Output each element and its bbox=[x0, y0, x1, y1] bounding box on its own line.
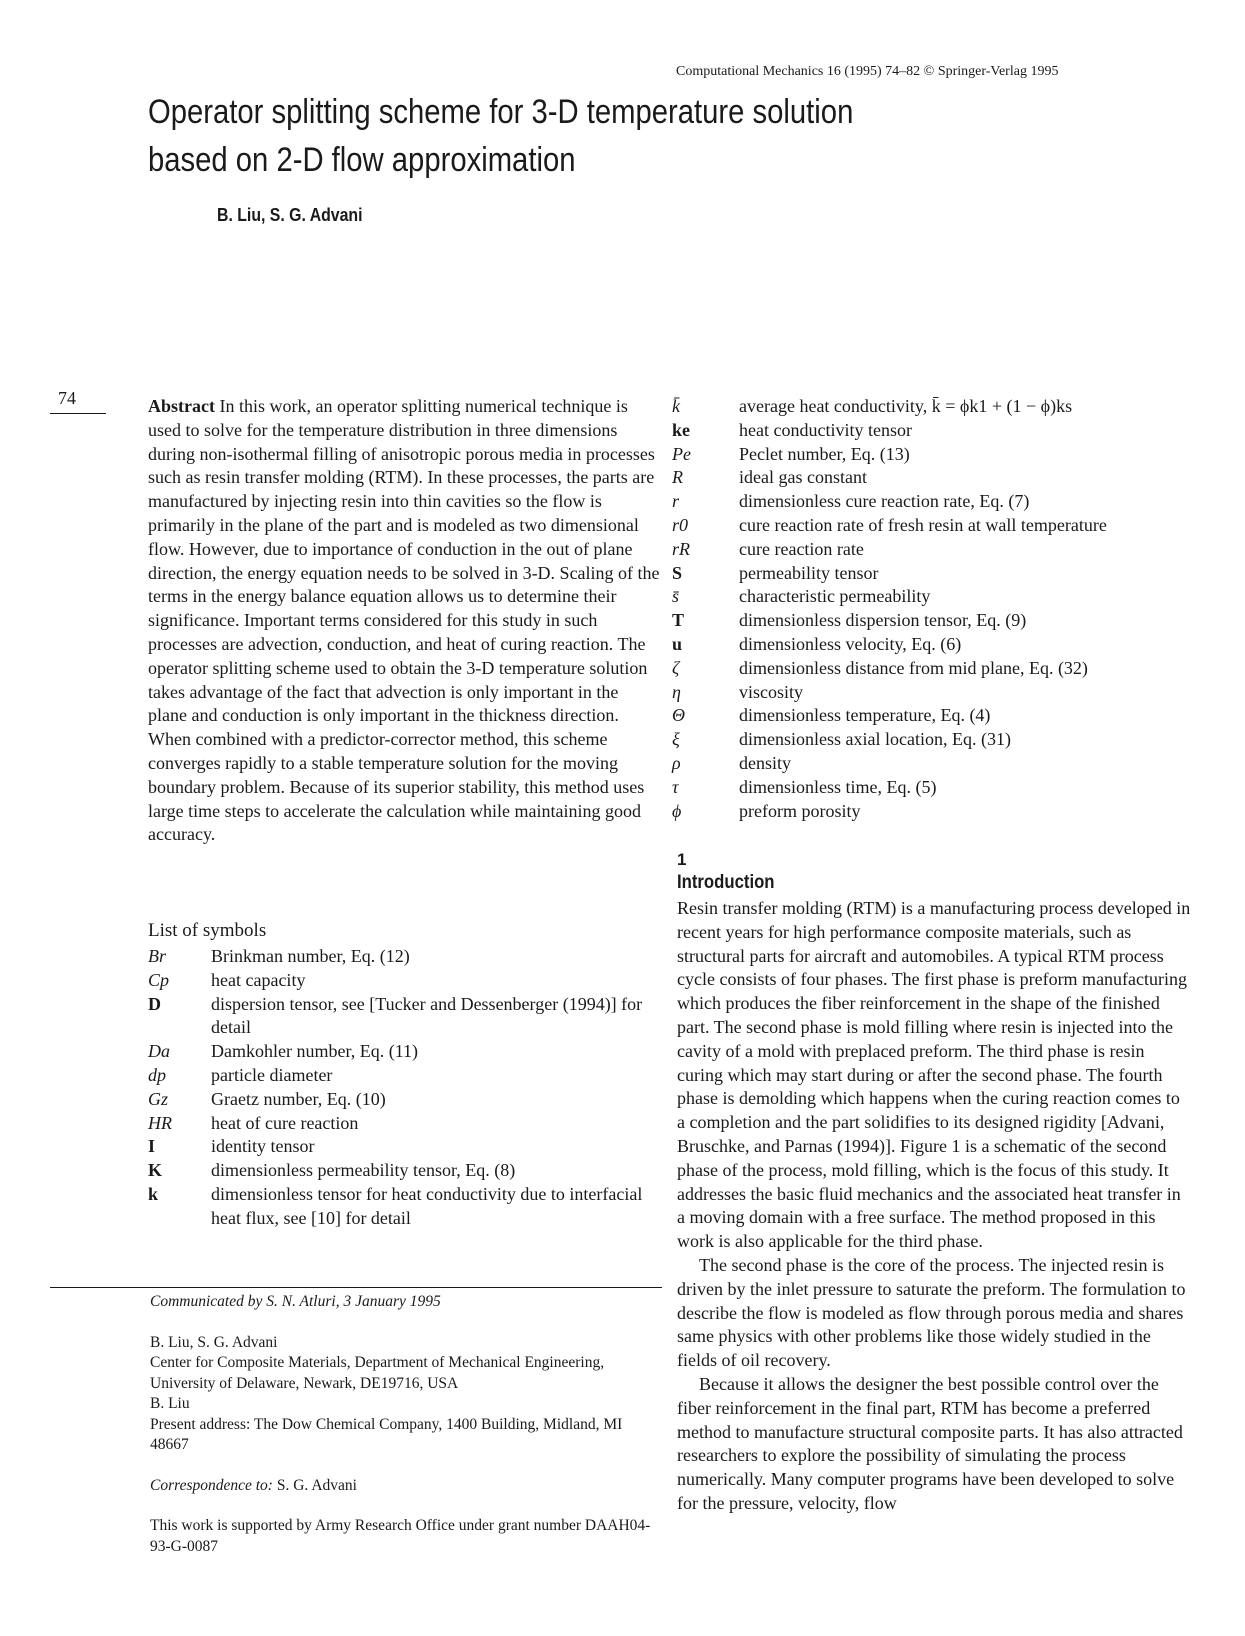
section-number: 1 bbox=[677, 850, 687, 869]
symbol-description: heat conductivity tensor bbox=[739, 419, 912, 440]
symbol-description: cure reaction rate of fresh resin at wall temperature bbox=[739, 514, 1107, 535]
symbol-row bbox=[672, 633, 1192, 657]
symbol-description: Peclet number, Eq. (13) bbox=[739, 443, 910, 464]
symbol-row bbox=[672, 657, 1192, 681]
symbol-row bbox=[672, 776, 1192, 800]
correspondence-name: S. G. Advani bbox=[276, 1476, 357, 1494]
symbol: k bbox=[148, 1183, 159, 1204]
symbol-description: Damkohler number, Eq. (11) bbox=[211, 1041, 419, 1062]
symbol-row bbox=[148, 1064, 658, 1088]
symbol-description: characteristic permeability bbox=[739, 586, 931, 607]
paragraph: The second phase is the core of the process. The injected resin is driven by the inlet pressure to saturate the preform. The formulation to describe the flow is modeled as flow through porous media and shares same physics with other problems like those widely studied in the fields of oil recovery. bbox=[677, 1254, 1186, 1371]
introduction-body bbox=[677, 897, 1192, 1516]
symbol-row bbox=[148, 1159, 658, 1183]
symbol-description: ideal gas constant bbox=[739, 467, 867, 488]
symbol-description: viscosity bbox=[739, 681, 804, 702]
symbol-row bbox=[672, 514, 1192, 538]
symbols-heading: List of symbols bbox=[148, 920, 267, 941]
symbol: Θ bbox=[672, 705, 685, 726]
affiliation-names: B. Liu, S. G. Advani bbox=[150, 1333, 278, 1351]
abstract-label: Abstract bbox=[148, 396, 215, 416]
present-address: Present address: The Dow Chemical Company, 1400 Building, Midland, MI 48667 bbox=[150, 1415, 623, 1453]
footnote-rule bbox=[50, 1287, 662, 1288]
support-note: This work is supported by Army Research Office under grant number DAAH04-93-G-0087 bbox=[150, 1517, 651, 1555]
symbol-row bbox=[148, 1112, 658, 1136]
symbol-description: dimensionless velocity, Eq. (6) bbox=[739, 633, 962, 654]
symbol-description: cure reaction rate bbox=[739, 538, 864, 559]
symbol: Da bbox=[148, 1041, 170, 1062]
journal-header: Computational Mechanics 16 (1995) 74–82 © Springer-Verlag 1995 bbox=[676, 64, 1059, 79]
symbol: dp bbox=[148, 1064, 166, 1085]
symbol: rR bbox=[672, 538, 690, 559]
symbol-row bbox=[672, 419, 1192, 443]
symbol-description: dimensionless distance from mid plane, Eq. (32) bbox=[739, 657, 1088, 678]
symbol-row bbox=[148, 1183, 658, 1231]
symbol-row bbox=[672, 443, 1192, 467]
paragraph: Resin transfer molding (RTM) is a manufacturing process developed in recent years for high performance composite materials, such as structural parts for aircraft and automobiles. A typical RTM process cycle consists of four phases. The first phase is preform manufacturing which produces the fiber reinforcement in the shape of the finished part. The second phase is mold filling where resin is injected into the cavity of a mold with preplaced preform. The third phase is resin curing which may start during or after the second phase. The fourth phase is demolding which happens when the curing reaction comes to a completion and the part solidifies to its designed rigidity [Advani, Bruschke, and Parnas (1994)]. Figure 1 is a schematic of the second phase of the process, mold filling, which is the focus of this study. It addresses the basic fluid mechanics and the associated heat transfer in a moving domain with a free surface. The method proposed in this work is also applicable for the third phase. bbox=[677, 898, 1191, 1252]
abstract-text: In this work, an operator splitting numerical technique is used to solve for the temperature distribution in three dimensions during non-isothermal filling of anisotropic porous media in processes such as resin transfer molding (RTM). In these processes, the parts are manufactured by injecting resin into thin cavities so the flow is primarily in the plane of the part and is modeled as two dimensional flow. However, due to importance of conduction in the out of plane direction, the energy equation needs to be solved in 3-D. Scaling of the terms in the energy balance equation allows us to determine their significance. Important terms considered for this study in such processes are advection, conduction, and heat of curing reaction. The operator splitting scheme used to obtain the 3-D temperature solution takes advantage of the fact that advection is only important in the plane and conduction is only important in the thickness direction. When combined with a predictor-corrector method, this scheme converges rapidly to a stable temperature solution for the moving boundary problem. Because of its superior stability, this method uses large time steps to accelerate the calculation while maintaining good accuracy. bbox=[148, 396, 660, 845]
authors: B. Liu, S. G. Advani bbox=[217, 205, 363, 225]
symbol: k̄ bbox=[672, 396, 680, 416]
affiliation-liu: B. Liu bbox=[150, 1395, 190, 1412]
symbol-description: dimensionless permeability tensor, Eq. (8) bbox=[211, 1160, 516, 1181]
footnote bbox=[150, 1292, 660, 1557]
symbol-description: Graetz number, Eq. (10) bbox=[211, 1088, 386, 1109]
communicated-note: Communicated by S. N. Atluri, 3 January 1995 bbox=[150, 1293, 441, 1310]
symbol-row bbox=[148, 993, 658, 1041]
symbol-description: average heat conductivity, k̄ = ϕk1 + (1 − ϕ)ks bbox=[739, 396, 1073, 416]
symbol: ξ bbox=[672, 729, 680, 750]
symbol-description: particle diameter bbox=[211, 1064, 333, 1085]
abstract bbox=[148, 395, 660, 847]
symbol-description: dispersion tensor, see [Tucker and Dessenberger (1994)] for detail bbox=[211, 993, 643, 1038]
page-number-rule bbox=[50, 413, 106, 414]
symbol-description: permeability tensor bbox=[739, 562, 879, 583]
symbol-row bbox=[672, 538, 1192, 562]
symbol-row bbox=[672, 562, 1192, 586]
symbol-row bbox=[148, 945, 658, 969]
symbol: Br bbox=[148, 946, 166, 966]
symbol: Cp bbox=[148, 969, 170, 990]
paragraph: Because it allows the designer the best possible control over the fiber reinforcement in the final part, RTM has become a preferred method to manufacture structural composite parts. It has also attracted researchers to explore the possibility of simulating the process numerically. Many computer programs have been developed to solve for the pressure, velocity, flow bbox=[677, 1373, 1183, 1513]
correspondence-label: Correspondence to: bbox=[150, 1476, 273, 1494]
symbol-row bbox=[148, 1040, 658, 1064]
affiliation-address: Center for Composite Materials, Department of Mechanical Engineering, University of Delaware, Newark, DE19716, USA bbox=[150, 1354, 605, 1392]
symbol-description: dimensionless cure reaction rate, Eq. (7) bbox=[739, 491, 1030, 512]
symbol: S bbox=[672, 562, 683, 583]
paper-title: Operator splitting scheme for 3-D temperature solution based on 2-D flow approximation bbox=[148, 93, 854, 179]
symbol: HR bbox=[148, 1112, 172, 1133]
symbol: ϕ bbox=[672, 800, 682, 821]
symbol-description: heat capacity bbox=[211, 969, 306, 990]
symbol-row bbox=[672, 800, 1192, 824]
symbol: T bbox=[672, 610, 685, 631]
symbol-row bbox=[672, 466, 1192, 490]
symbol-row bbox=[672, 704, 1192, 728]
symbols-list-left bbox=[148, 945, 658, 1231]
symbol: η bbox=[672, 681, 681, 702]
symbols-list-right bbox=[672, 395, 1192, 823]
symbol-row bbox=[148, 1088, 658, 1112]
page-number: 74 bbox=[58, 388, 76, 408]
symbol: K bbox=[148, 1160, 163, 1181]
symbol: r0 bbox=[672, 514, 689, 535]
section-title: Introduction bbox=[677, 872, 775, 893]
symbol-description: preform porosity bbox=[739, 800, 861, 821]
symbol-description: dimensionless axial location, Eq. (31) bbox=[739, 729, 1011, 750]
symbol-row bbox=[672, 681, 1192, 705]
symbol-description: dimensionless dispersion tensor, Eq. (9) bbox=[739, 610, 1027, 631]
symbol-description: Brinkman number, Eq. (12) bbox=[211, 946, 410, 966]
symbol-row bbox=[672, 395, 1192, 419]
symbol: D bbox=[148, 993, 161, 1014]
symbol-description: dimensionless tensor for heat conductivity due to interfacial heat flux, see [10] for detail bbox=[211, 1183, 643, 1228]
symbol-row bbox=[672, 752, 1192, 776]
symbol-row bbox=[672, 609, 1192, 633]
symbol: τ bbox=[672, 776, 679, 797]
symbol-description: dimensionless temperature, Eq. (4) bbox=[739, 705, 991, 726]
symbol: Pe bbox=[672, 443, 691, 464]
symbol-description: density bbox=[739, 752, 791, 773]
symbol-row bbox=[148, 969, 658, 993]
symbol-row bbox=[672, 585, 1192, 609]
symbol: ke bbox=[672, 419, 690, 440]
symbol-row bbox=[672, 728, 1192, 752]
symbol: I bbox=[148, 1136, 156, 1157]
symbol: R bbox=[672, 467, 683, 488]
symbol-row bbox=[672, 490, 1192, 514]
symbol: ρ bbox=[672, 752, 681, 773]
symbol: r bbox=[672, 491, 680, 512]
symbol-description: identity tensor bbox=[211, 1136, 315, 1157]
symbol: Gz bbox=[148, 1088, 169, 1109]
symbol: u bbox=[672, 633, 683, 654]
symbol: s̄ bbox=[672, 586, 680, 607]
symbol: ζ bbox=[672, 657, 680, 678]
symbol-description: heat of cure reaction bbox=[211, 1112, 359, 1133]
symbol-description: dimensionless time, Eq. (5) bbox=[739, 776, 937, 797]
symbol-row bbox=[148, 1135, 658, 1159]
